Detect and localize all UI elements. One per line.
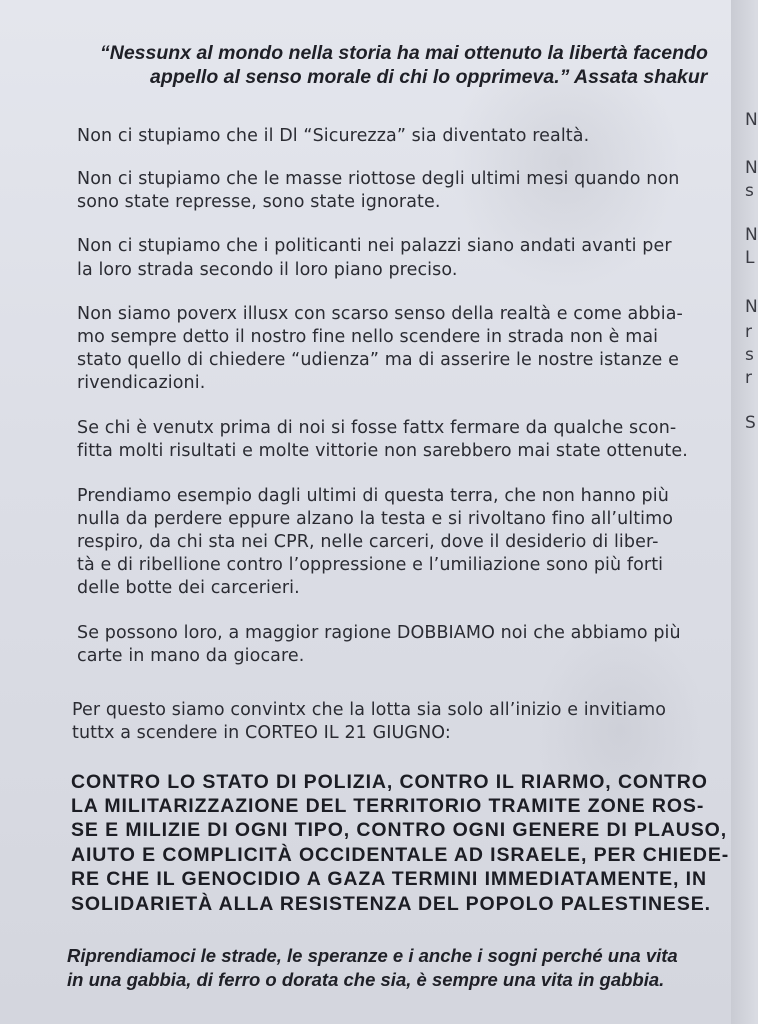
next-page-edge <box>731 0 755 1024</box>
body-line: Non ci stupiamo che le masse riottose degli ultimi mesi quando non <box>77 169 680 189</box>
body-line: Prendiamo esempio dagli ultimi di questa terra, che non hanno più <box>77 486 669 506</box>
adjacent-page-letter: S <box>745 413 756 433</box>
body-line: Non ci stupiamo che il Dl “Sicurezza” sia diventato realtà. <box>77 126 590 146</box>
demands-line: AIUTO E COMPLICITÀ OCCIDENTALE AD ISRAELE, PER CHIEDE- <box>71 844 730 866</box>
body-line: respiro, da chi sta nei CPR, nelle carceri, dove il desiderio di liber- <box>77 532 659 552</box>
body-line: rivendicazioni. <box>77 373 206 393</box>
adjacent-page-letter: N <box>745 158 758 178</box>
quote-line-2: appello al senso morale di chi lo opprimeva.” Assata shakur <box>150 66 708 88</box>
body-line: fitta molti risultati e molte vittorie non sarebbero mai state ottenute. <box>77 441 688 461</box>
demands-line: SE E MILIZIE DI OGNI TIPO, CONTRO OGNI GENERE DI PLAUSO, <box>71 819 728 841</box>
body-line: tà e di ribellione contro l’oppressione e l’umiliazione sono più forti <box>77 555 664 575</box>
adjacent-page-letter: N <box>745 225 758 245</box>
body-line: tuttx a scendere in CORTEO IL 21 GIUGNO: <box>72 723 451 743</box>
adjacent-page-letter: L <box>745 248 755 268</box>
adjacent-page-letter: N <box>745 110 758 130</box>
adjacent-page-letter: N <box>745 297 758 317</box>
body-line: carte in mano da giocare. <box>77 646 305 666</box>
adjacent-page-letter: s <box>745 181 754 201</box>
body-line: mo sempre detto il nostro fine nello scendere in strada non è mai <box>77 327 659 347</box>
demands-line: SOLIDARIETÀ ALLA RESISTENZA DEL POPOLO PALESTINESE. <box>71 893 711 915</box>
body-line: Non ci stupiamo che i politicanti nei palazzi siano andati avanti per <box>77 236 672 256</box>
adjacent-page-letter: r <box>745 368 752 388</box>
closing-line: Riprendiamoci le strade, le speranze e i anche i sogni perché una vita <box>67 945 678 966</box>
demands-line: CONTRO LO STATO DI POLIZIA, CONTRO IL RIARMO, CONTRO <box>71 771 708 793</box>
body-line: la loro strada secondo il loro piano preciso. <box>77 260 458 280</box>
body-line: Se possono loro, a maggior ragione DOBBIAMO noi che abbiamo più <box>77 623 681 643</box>
body-line: Non siamo poverx illusx con scarso senso della realtà e come abbia- <box>77 304 683 324</box>
body-line: Se chi è venutx prima di noi si fosse fattx fermare da qualche scon- <box>77 418 677 438</box>
adjacent-page-letter: r <box>745 322 752 342</box>
adjacent-page-letter: s <box>745 345 754 365</box>
body-line: delle botte dei carcerieri. <box>77 578 300 598</box>
body-line: sono state represse, sono state ignorate. <box>77 192 441 212</box>
demands-line: RE CHE IL GENOCIDIO A GAZA TERMINI IMMEDIATAMENTE, IN <box>71 868 707 890</box>
body-line: Per questo siamo convintx che la lotta sia solo all’inizio e invitiamo <box>72 700 667 720</box>
quote-line-1: “Nessunx al mondo nella storia ha mai ottenuto la libertà facendo <box>100 42 708 64</box>
demands-line: LA MILITARIZZAZIONE DEL TERRITORIO TRAMITE ZONE ROS- <box>71 795 705 817</box>
closing-line: in una gabbia, di ferro o dorata che sia, è sempre una vita in gabbia. <box>67 969 665 990</box>
body-line: nulla da perdere eppure alzano la testa e si rivoltano fino all’ultimo <box>77 509 674 529</box>
body-line: stato quello di chiedere “udienza” ma di asserire le nostre istanze e <box>77 350 679 370</box>
